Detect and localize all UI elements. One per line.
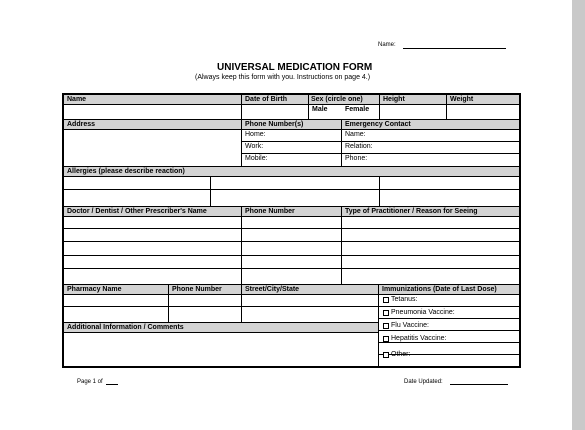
date-updated-label: Date Updated: — [404, 379, 443, 385]
line — [63, 129, 520, 130]
line — [63, 166, 520, 167]
line — [379, 306, 520, 307]
pharmacy-street-label: Street/City/State — [245, 286, 300, 293]
name-label: Name — [67, 96, 87, 103]
line — [63, 241, 520, 242]
line — [63, 332, 378, 333]
allergies-label: Allergies (please describe reaction) — [67, 168, 185, 175]
emergency-contact-label: Emergency Contact — [345, 121, 411, 128]
pharmacy-name-label: Pharmacy Name — [67, 286, 122, 293]
tetanus-checkbox[interactable] — [383, 297, 389, 303]
line — [241, 119, 242, 166]
immunizations-title: Immunizations (Date of Last Dose) — [382, 286, 497, 293]
address-label: Address — [67, 121, 96, 128]
emergency-relation-label: Relation: — [345, 143, 373, 150]
line — [63, 176, 520, 177]
sex-label: Sex (circle one) — [311, 96, 363, 103]
line — [241, 153, 520, 154]
border-bottom — [62, 366, 521, 368]
date-updated-line[interactable] — [450, 384, 508, 385]
line — [63, 206, 520, 207]
line — [63, 255, 520, 256]
line — [308, 94, 309, 119]
line — [63, 216, 520, 217]
pneumonia-checkbox[interactable] — [383, 310, 389, 316]
weight-label: Weight — [450, 96, 474, 103]
line — [168, 284, 169, 322]
dob-label: Date of Birth — [245, 96, 287, 103]
line — [63, 268, 520, 269]
line — [63, 228, 520, 229]
border-top — [62, 93, 521, 95]
border-right — [519, 93, 521, 368]
sex-male-option[interactable]: Male — [312, 106, 328, 113]
line — [63, 104, 520, 105]
line — [210, 176, 211, 206]
page-total-line[interactable] — [106, 384, 118, 385]
other-checkbox[interactable] — [383, 352, 389, 358]
line — [241, 141, 520, 142]
line — [241, 206, 242, 284]
emergency-name-label: Name: — [345, 131, 366, 138]
line — [63, 189, 520, 190]
header-name-label: Name: — [378, 42, 396, 48]
line — [63, 322, 378, 323]
pharmacy-phone-label: Phone Number — [172, 286, 222, 293]
line — [63, 294, 520, 295]
form-subtitle: (Always keep this form with you. Instructions on page 4.) — [195, 74, 371, 81]
form-title: UNIVERSAL MEDICATION FORM — [217, 62, 373, 73]
mobile-phone-label: Mobile: — [245, 155, 268, 162]
flu-checkbox[interactable] — [383, 323, 389, 329]
tetanus-label: Tetanus: — [391, 296, 418, 303]
line — [379, 318, 520, 319]
line — [379, 176, 380, 206]
border-left — [62, 93, 64, 368]
pneumonia-label: Pneumonia Vaccine: — [391, 309, 455, 316]
line — [341, 119, 342, 166]
flu-label: Flu Vaccine: — [391, 322, 429, 329]
hepatitis-checkbox[interactable] — [383, 336, 389, 342]
other-label: Other: — [391, 351, 411, 358]
practitioner-type-header: Type of Practitioner / Reason for Seeing — [345, 208, 478, 215]
line — [379, 94, 380, 119]
phone-numbers-label: Phone Number(s) — [245, 121, 304, 128]
line — [63, 284, 520, 285]
header-name-line[interactable] — [403, 48, 506, 49]
line — [446, 94, 447, 119]
line — [63, 306, 378, 307]
work-phone-label: Work: — [245, 143, 264, 150]
line — [63, 119, 520, 120]
doctor-name-header: Doctor / Dentist / Other Prescriber's Name — [67, 208, 207, 215]
hepatitis-label: Hepatitis Vaccine: — [391, 335, 447, 342]
home-phone-label: Home: — [245, 131, 266, 138]
sex-female-option[interactable]: Female — [345, 106, 370, 113]
line — [241, 284, 242, 322]
line — [241, 94, 242, 119]
line — [341, 206, 342, 284]
doctor-phone-header: Phone Number — [245, 208, 295, 215]
height-label: Height — [383, 96, 405, 103]
emergency-phone-label: Phone: — [345, 155, 368, 162]
page-number-label: Page 1 of — [77, 379, 103, 385]
line — [379, 330, 520, 331]
additional-info-label: Additional Information / Comments — [67, 324, 184, 331]
